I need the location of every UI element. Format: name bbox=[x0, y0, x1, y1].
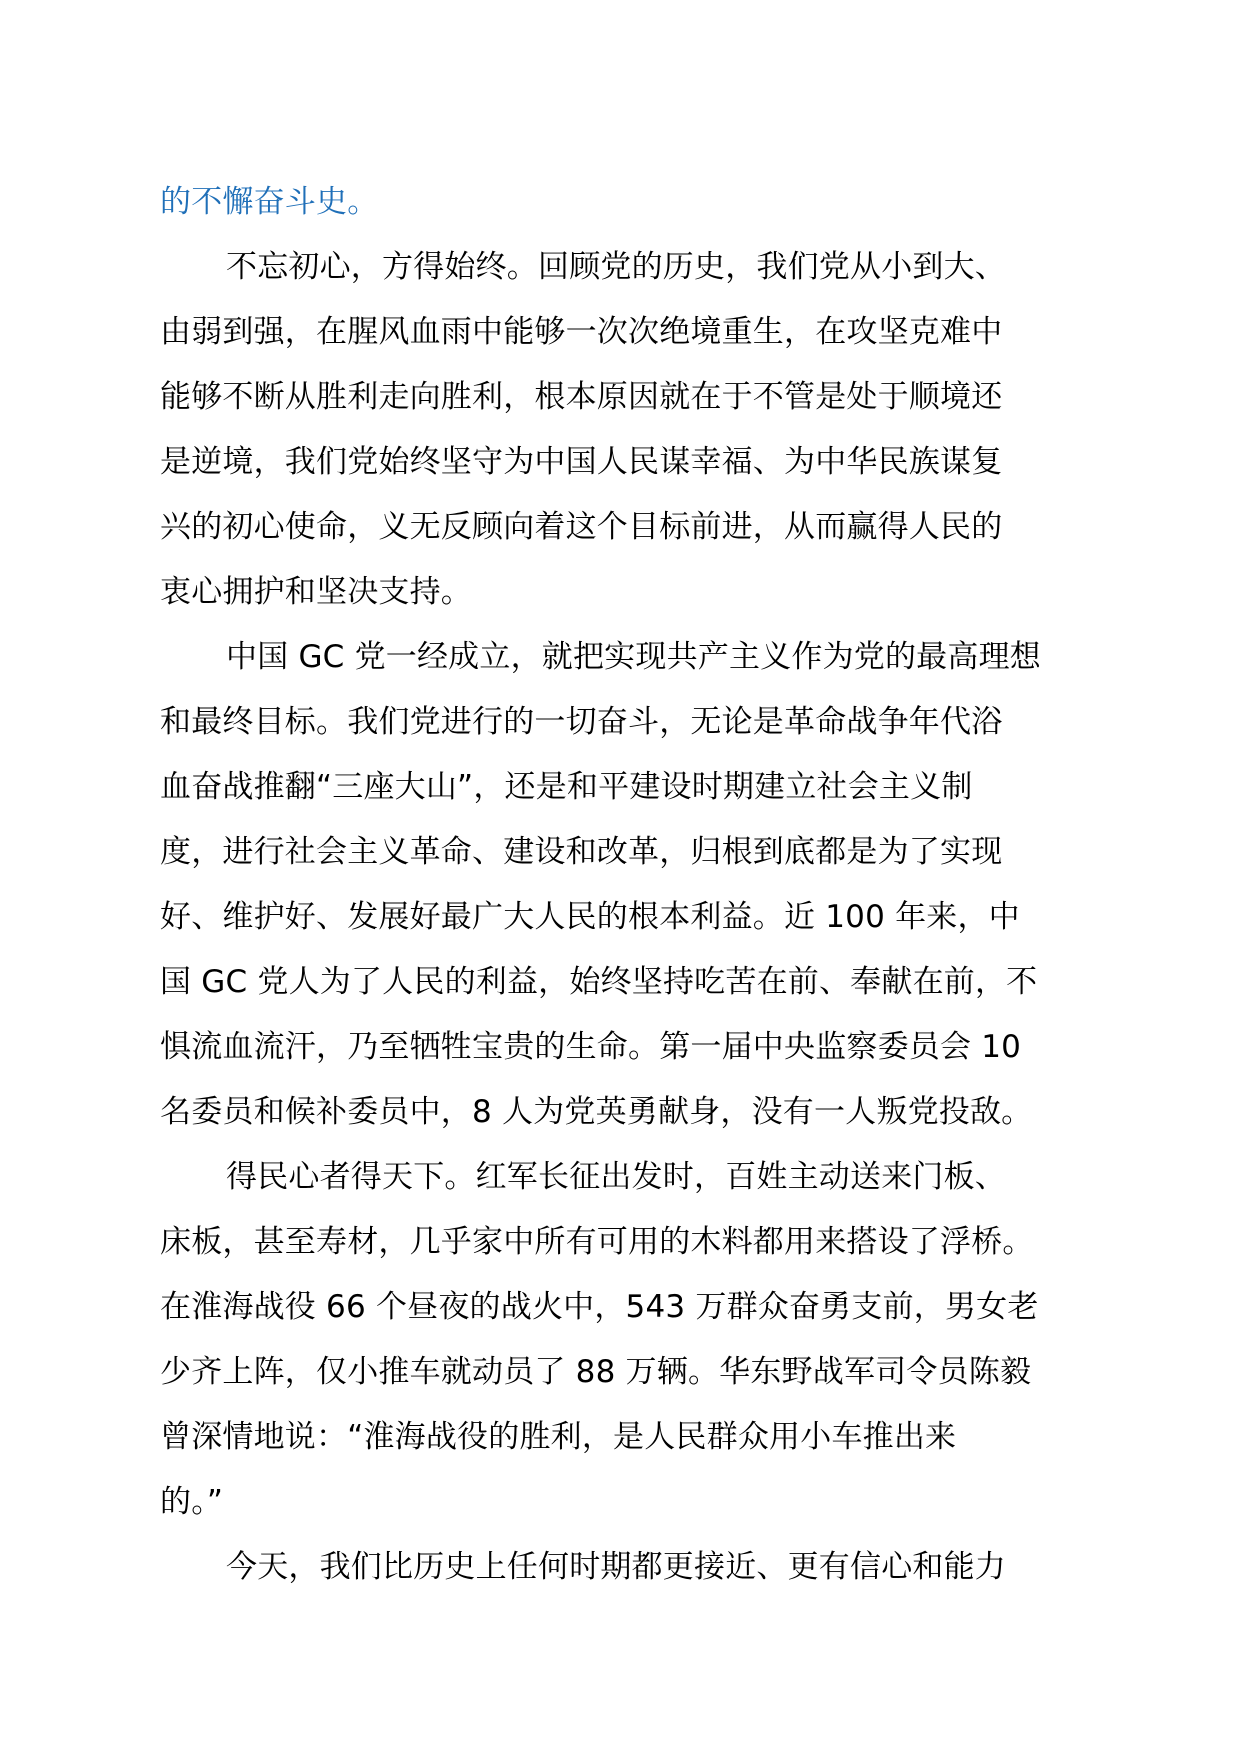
text-line: 是逆境，我们党始终坚守为中国人民谋幸福、为中华民族谋复 bbox=[160, 444, 1003, 480]
text-line: 惧流血流汗，乃至牺牲宝贵的生命。第一届中央监察委员会 10 bbox=[160, 1029, 1022, 1065]
text-line: 少齐上阵，仅小推车就动员了 88 万辆。华东野战军司令员陈毅 bbox=[160, 1354, 1032, 1390]
document-body bbox=[160, 170, 1100, 1600]
text-line: 和最终目标。我们党进行的一切奋斗，无论是革命战争年代浴 bbox=[160, 704, 1003, 740]
text-line: 兴的初心使命，义无反顾向着这个目标前进，从而赢得人民的 bbox=[160, 509, 1003, 545]
text-line: 床板，甚至寿材，几乎家中所有可用的木料都用来搭设了浮桥。 bbox=[160, 1224, 1034, 1260]
text-line: 的不懈奋斗史。 bbox=[160, 184, 379, 220]
text-line: 能够不断从胜利走向胜利，根本原因就在于不管是处于顺境还 bbox=[160, 379, 1003, 415]
text-line: 由弱到强，在腥风血雨中能够一次次绝境重生，在攻坚克难中 bbox=[160, 314, 1003, 350]
text-line: 曾深情地说：“淮海战役的胜利，是人民群众用小车推出来 bbox=[160, 1419, 957, 1455]
text-line: 名委员和候补委员中，8 人为党英勇献身，没有一人叛党投敌。 bbox=[160, 1094, 1033, 1130]
text-line: 得民心者得天下。红军长征出发时，百姓主动送来门板、 bbox=[226, 1159, 1006, 1195]
text-line: 在淮海战役 66 个昼夜的战火中，543 万群众奋勇支前，男女老 bbox=[160, 1289, 1039, 1325]
text-line: 今天，我们比历史上任何时期都更接近、更有信心和能力 bbox=[226, 1549, 1006, 1585]
text-line: 的。” bbox=[160, 1484, 224, 1520]
text-line: 不忘初心，方得始终。回顾党的历史，我们党从小到大、 bbox=[226, 249, 1006, 285]
text-line: 血奋战推翻“三座大山”，还是和平建设时期建立社会主义制 bbox=[160, 769, 973, 805]
text-line: 好、维护好、发展好最广大人民的根本利益。近 100 年来，中 bbox=[160, 899, 1020, 935]
text-line: 中国 GC 党一经成立，就把实现共产主义作为党的最高理想 bbox=[226, 639, 1041, 675]
text-line: 国 GC 党人为了人民的利益，始终坚持吃苦在前、奉献在前，不 bbox=[160, 964, 1038, 1000]
text-line: 衷心拥护和坚决支持。 bbox=[160, 574, 472, 610]
text-line: 度，进行社会主义革命、建设和改革，归根到底都是为了实现 bbox=[160, 834, 1003, 870]
